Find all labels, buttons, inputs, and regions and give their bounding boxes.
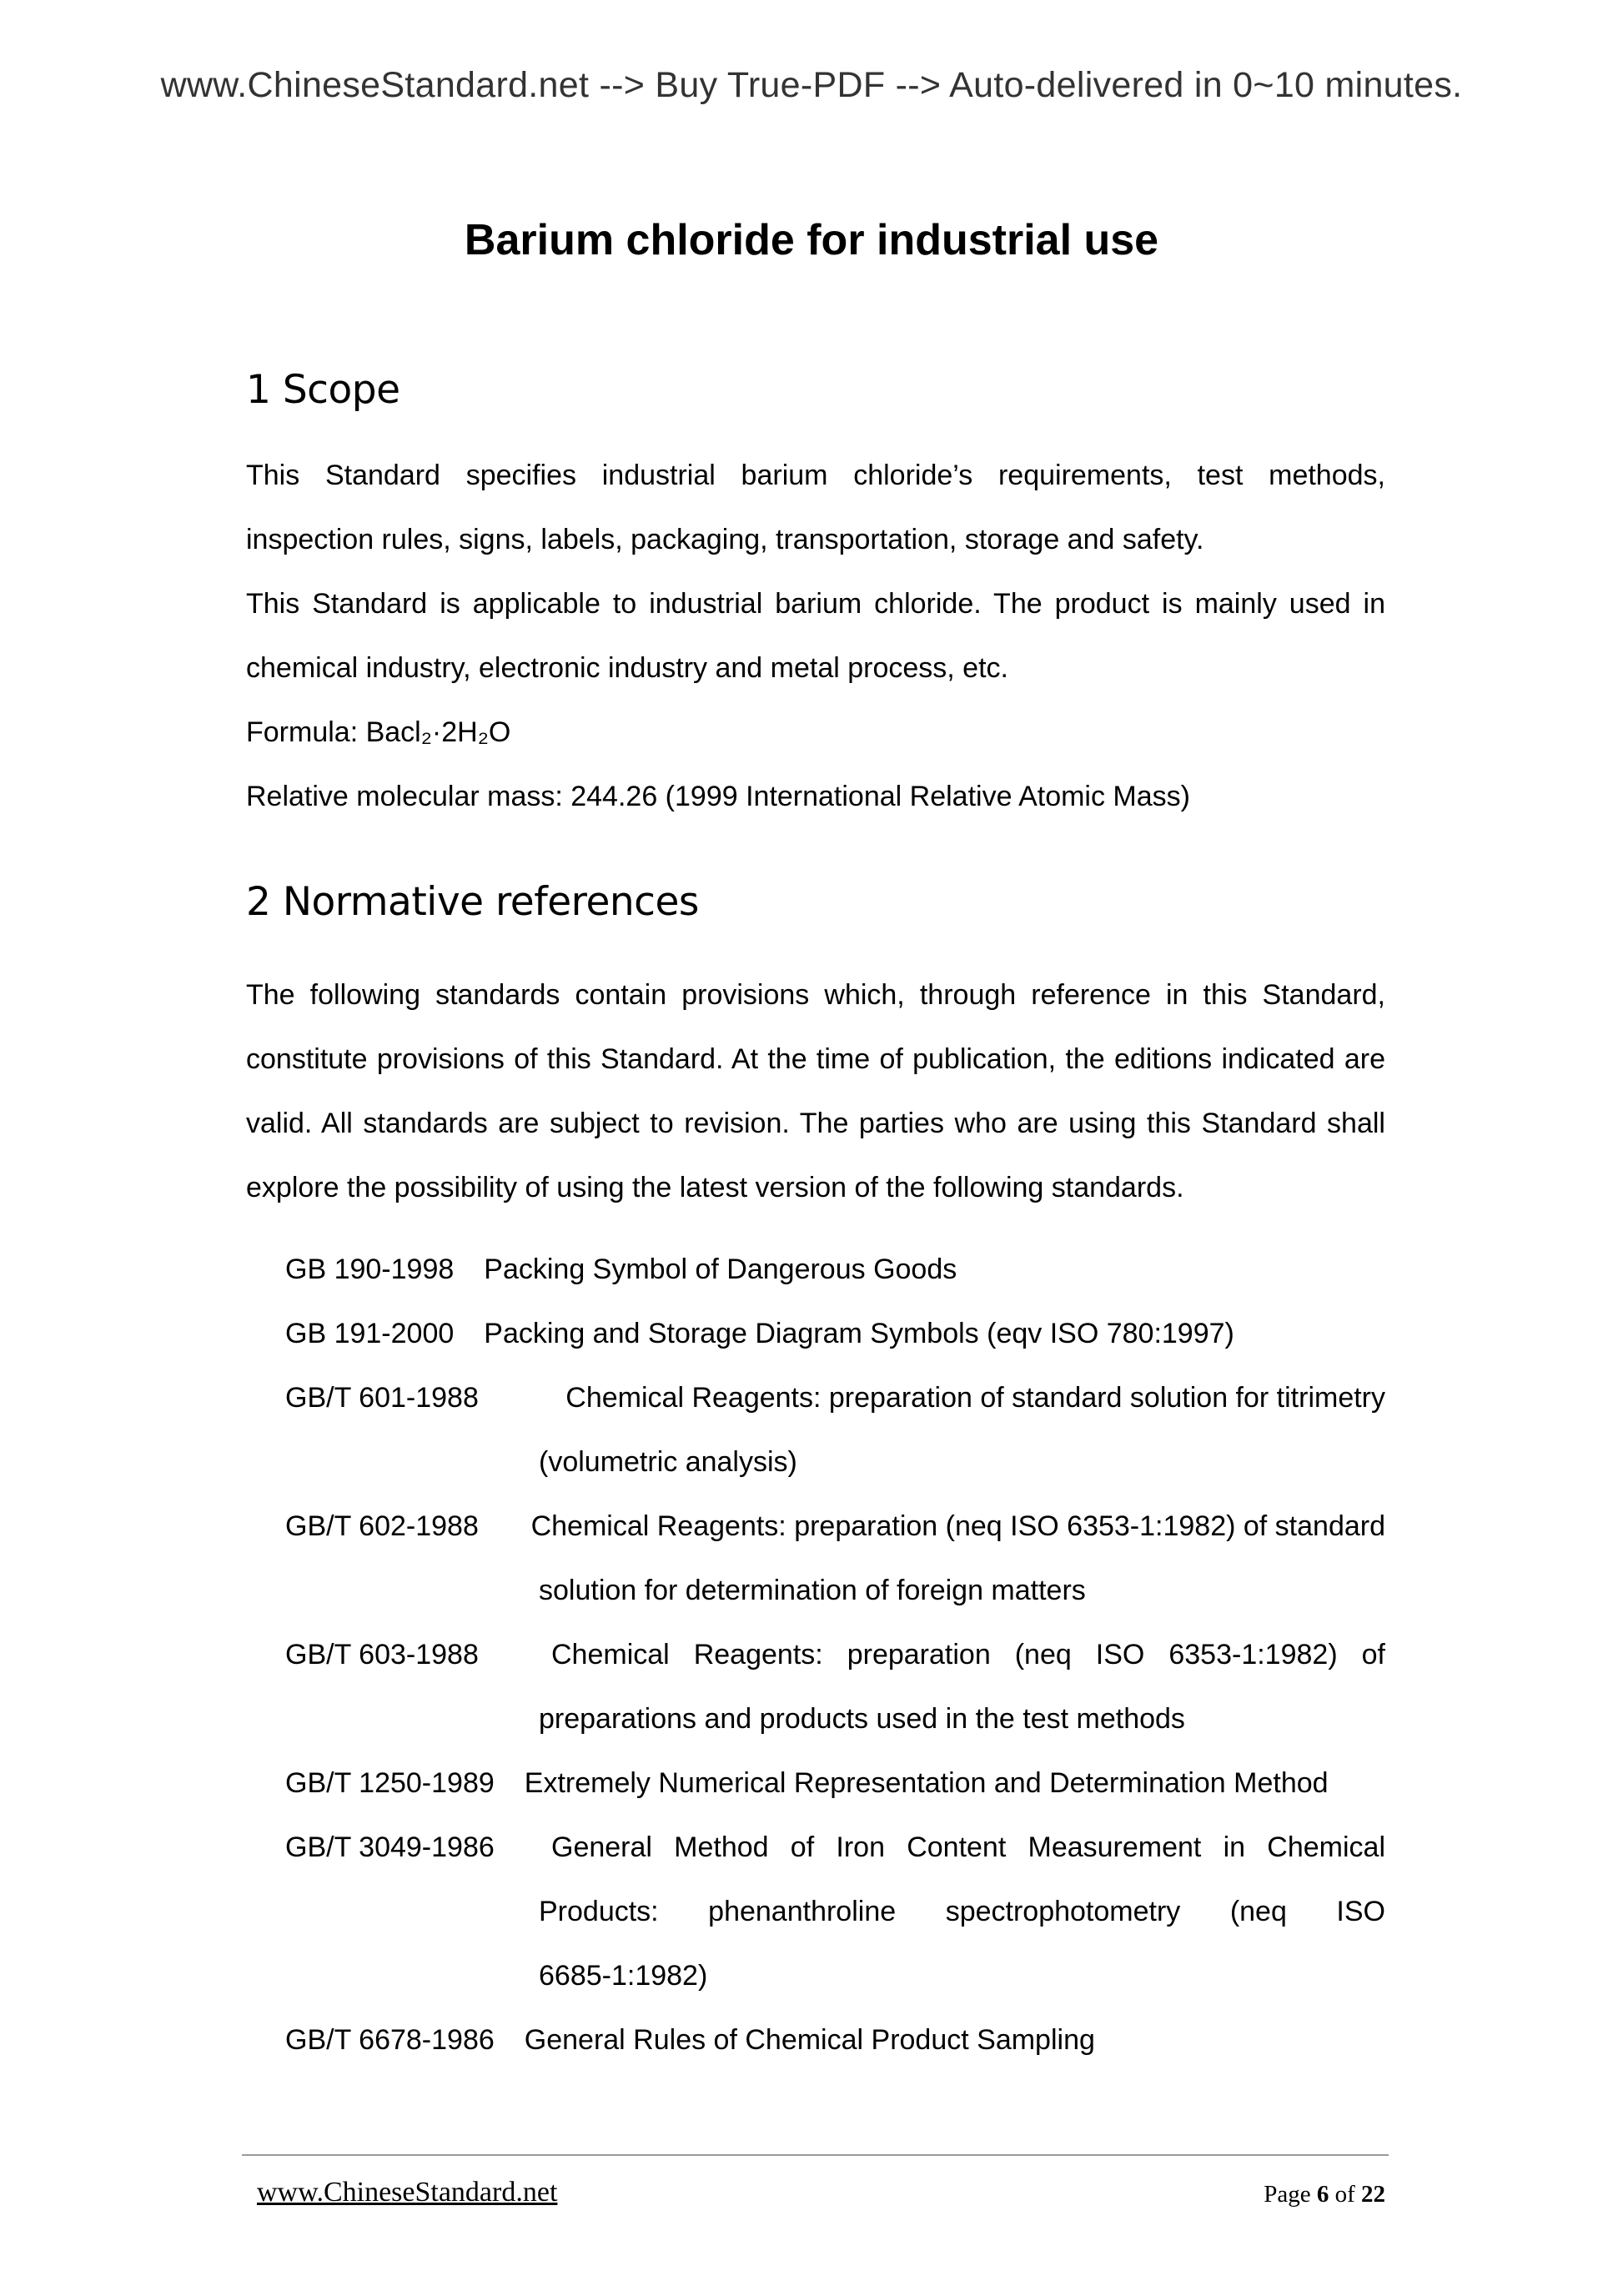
reference-title: Chemical Reagents: preparation (neq ISO 6353-1:1982) of standard — [530, 1510, 1385, 1542]
reference-title-continued: Products: phenanthroline spectrophotometry (neq ISO — [539, 1896, 1385, 1927]
scope-body — [246, 444, 1385, 829]
reference-item — [285, 1816, 1385, 2008]
reference-item — [285, 2008, 1385, 2072]
reference-code: GB/T 602-1988 — [285, 1510, 479, 1542]
section-heading-scope: 1 Scope — [246, 367, 400, 413]
scope-formula: Formula: Bacl₂·2H₂O — [246, 716, 511, 748]
reference-item — [285, 1623, 1385, 1751]
reference-item — [285, 1366, 1385, 1495]
normative-intro-line-4: explore the possibility of using the latest version of the following standards. — [246, 1172, 1184, 1203]
reference-title: Packing and Storage Diagram Symbols (eqv ISO 780:1997) — [484, 1318, 1234, 1349]
reference-title-continued: solution for determination of foreign matters — [539, 1575, 1086, 1606]
footer-website-link[interactable]: www.ChineseStandard.net — [257, 2177, 558, 2208]
reference-title: Extremely Numerical Representation and Determination Method — [524, 1767, 1329, 1799]
reference-code: GB/T 3049-1986 — [285, 1831, 495, 1863]
reference-code: GB 190-1998 — [285, 1254, 455, 1285]
page-number — [1264, 2181, 1385, 2208]
reference-item — [285, 1238, 1385, 1302]
reference-code: GB/T 603-1988 — [285, 1639, 479, 1671]
page-total: 22 — [1361, 2181, 1385, 2208]
reference-code: GB 191-2000 — [285, 1318, 455, 1349]
reference-title-continued: 6685-1:1982) — [539, 1960, 708, 1992]
scope-paragraph-2-line-2: chemical industry, electronic industry and metal process, etc. — [246, 652, 1008, 684]
scope-molecular-mass: Relative molecular mass: 244.26 (1999 International Relative Atomic Mass) — [246, 781, 1190, 812]
scope-paragraph-2-line-1: This Standard is applicable to industrial barium chloride. The product is mainly used in — [246, 588, 1385, 620]
page-current: 6 — [1316, 2181, 1329, 2208]
reference-title-continued: preparations and products used in the test methods — [539, 1703, 1185, 1735]
section-heading-normative-references: 2 Normative references — [246, 879, 699, 925]
normative-intro — [246, 963, 1385, 1220]
reference-code: GB/T 6678-1986 — [285, 2024, 495, 2056]
reference-title: Packing Symbol of Dangerous Goods — [484, 1254, 957, 1285]
reference-title: General Method of Iron Content Measurement in Chemical — [551, 1831, 1385, 1863]
scope-paragraph-1-line-1: This Standard specifies industrial barium chloride’s requirements, test methods, — [246, 460, 1385, 491]
normative-reference-list — [285, 1238, 1385, 2072]
reference-item — [285, 1302, 1385, 1366]
reference-title: General Rules of Chemical Product Sampling — [524, 2024, 1095, 2056]
document-title: Barium chloride for industrial use — [464, 216, 1159, 264]
normative-intro-line-2: constitute provisions of this Standard. At the time of publication, the editions indicated are — [246, 1043, 1385, 1075]
reference-title-continued: (volumetric analysis) — [539, 1446, 797, 1478]
page-of-label: of — [1334, 2181, 1355, 2208]
scope-paragraph-1-line-2: inspection rules, signs, labels, packaging, transportation, storage and safety. — [246, 524, 1204, 555]
normative-intro-line-1: The following standards contain provisions which, through reference in this Standard, — [246, 979, 1385, 1011]
top-banner: www.ChineseStandard.net --> Buy True-PDF --> Auto-delivered in 0~10 minutes. — [160, 65, 1463, 105]
reference-code: GB/T 601-1988 — [285, 1382, 479, 1414]
footer-divider — [242, 2154, 1389, 2156]
reference-title: Chemical Reagents: preparation (neq ISO 6353-1:1982) of — [551, 1639, 1385, 1671]
reference-title: Chemical Reagents: preparation of standard solution for titrimetry — [565, 1382, 1385, 1414]
reference-code: GB/T 1250-1989 — [285, 1767, 495, 1799]
normative-intro-line-3: valid. All standards are subject to revision. The parties who are using this Standard shall — [246, 1108, 1385, 1139]
reference-item — [285, 1495, 1385, 1623]
page-label: Page — [1264, 2181, 1311, 2208]
reference-item — [285, 1751, 1385, 1816]
